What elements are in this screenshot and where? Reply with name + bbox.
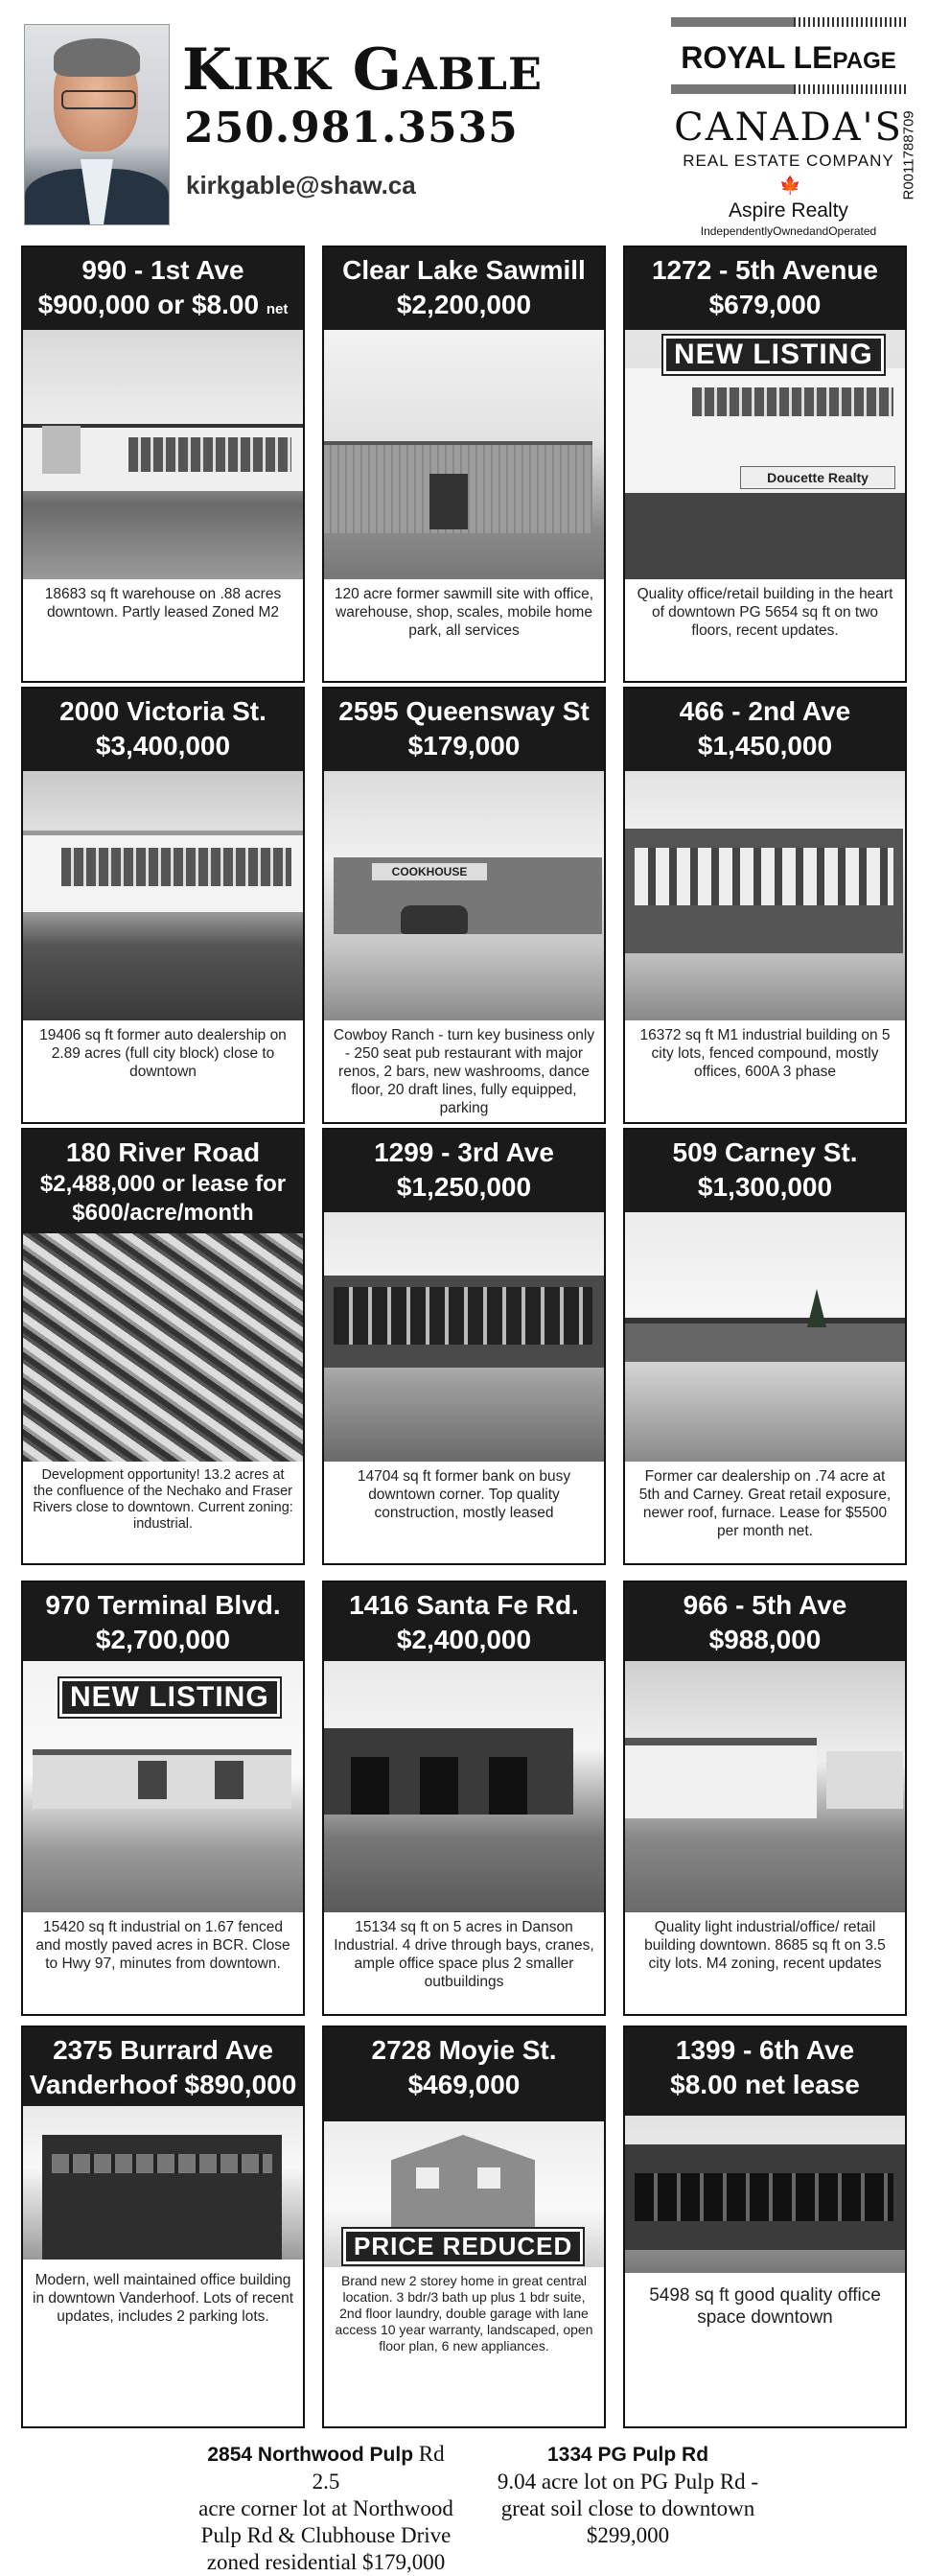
lot-line: acre corner lot at Northwood xyxy=(198,2496,453,2520)
agent-email[interactable]: kirkgable@shaw.ca xyxy=(186,171,416,199)
listing-price: $2,488,000 or lease for $600/acre/month xyxy=(39,1171,287,1226)
listing-photo xyxy=(324,1661,604,1912)
listing-photo xyxy=(324,2121,604,2267)
listing-title: 2728 Moyie St. xyxy=(371,2035,557,2065)
listing-photo xyxy=(23,1233,303,1462)
listing-photo xyxy=(625,330,905,579)
listing-description: 15420 sq ft industrial on 1.67 fenced and mostly paved acres in BCR. Close to Hwy 97, minutes from downtown. xyxy=(35,1919,290,1972)
brand-canadas: CANADA'S xyxy=(674,105,903,150)
listing-title: 970 Terminal Blvd. xyxy=(45,1590,281,1620)
listing-photo xyxy=(23,1661,303,1912)
listing-description: 18683 sq ft warehouse on .88 acres downtown. Partly leased Zoned M2 xyxy=(44,586,282,621)
listing-card[interactable] xyxy=(623,246,907,683)
lot-address: 1334 PG Pulp Rd xyxy=(546,2444,709,2466)
listing-title: 966 - 5th Ave xyxy=(683,1590,847,1620)
licence-number: R0011788709 xyxy=(900,110,917,200)
listing-title: 180 River Road xyxy=(65,1137,261,1167)
brokerage-name: Aspire Realty xyxy=(729,199,848,222)
listing-price: $2,400,000 xyxy=(396,1625,532,1654)
listing-title: 990 - 1st Ave xyxy=(81,255,244,285)
listing-description: 16372 sq ft M1 industrial building on 5 city lots, fenced compound, mostly offices, 600A 3 phase xyxy=(639,1027,891,1080)
brand-logo xyxy=(671,17,906,238)
listing-card[interactable] xyxy=(322,246,606,683)
listing-description: Quality light industrial/office/ retail building downtown. 8685 sq ft on 3.5 city lots. M4 zoning, recent updates xyxy=(644,1919,886,1972)
listing-title: 2000 Victoria St. xyxy=(59,696,267,726)
agent-name: KIRK GABLE xyxy=(182,36,544,104)
listing-card[interactable] xyxy=(623,687,907,1124)
lot-address: 2854 Northwood Pulp xyxy=(207,2444,414,2466)
listing-title: 1399 - 6th Ave xyxy=(675,2035,855,2065)
listing-card[interactable] xyxy=(21,1581,305,2016)
listing-title: 1416 Santa Fe Rd. xyxy=(349,1590,579,1620)
listing-card[interactable] xyxy=(623,2026,907,2428)
maple-leaf-icon: 🍁 xyxy=(779,176,801,195)
listing-photo xyxy=(625,771,905,1020)
listing-card[interactable] xyxy=(322,1581,606,2016)
listing-title: 466 - 2nd Ave xyxy=(679,696,851,726)
listing-photo xyxy=(324,330,604,579)
new-listing-badge: NEW LISTING xyxy=(59,1678,280,1717)
lot-line: great soil close to downtown xyxy=(500,2496,755,2520)
listing-price: $900,000 or $8.00 net xyxy=(37,290,289,319)
listing-price: $988,000 xyxy=(708,1625,822,1654)
listing-title: 2595 Queensway St xyxy=(338,696,590,726)
price-reduced-badge: PRICE REDUCED xyxy=(343,2229,583,2264)
lot-line: Pulp Rd & Clubhouse Drive xyxy=(200,2523,452,2547)
brand-company: REAL ESTATE COMPANY xyxy=(683,152,894,170)
listing-description: 14704 sq ft former bank on busy downtown corner. Top quality construction, mostly leased xyxy=(357,1468,571,1521)
new-listing-badge: NEW LISTING xyxy=(663,336,884,374)
listing-description: 120 acre former sawmill site with office, warehouse, shop, scales, mobile home park, all services xyxy=(334,586,594,639)
listing-price: $1,250,000 xyxy=(396,1172,532,1202)
listing-card[interactable] xyxy=(322,2026,606,2428)
listing-card[interactable] xyxy=(21,1128,305,1565)
listing-photo xyxy=(625,1661,905,1912)
footer-lot-1: 2854 Northwood Pulp Rd 2.5 acre corner lot at Northwood Pulp Rd & Clubhouse Drive zoned residential $179,000 xyxy=(192,2441,460,2576)
listing-description: 19406 sq ft former auto dealership on 2.89 acres (full city block) close to downtown xyxy=(39,1027,287,1080)
listing-card[interactable] xyxy=(21,2026,305,2428)
listing-description: 15134 sq ft on 5 acres in Danson Industrial. 4 drive through bays, cranes, ample office space plus 2 smaller outbuildings xyxy=(334,1919,594,1990)
footer-lot-2 xyxy=(489,2441,767,2549)
listing-photo xyxy=(324,1212,604,1462)
agent-phone[interactable]: 250.981.3535 xyxy=(184,104,519,152)
listing-price: $2,700,000 xyxy=(95,1625,231,1654)
listing-card[interactable] xyxy=(21,246,305,683)
listing-description: Development opportunity! 13.2 acres at the confluence of the Nechako and Fraser Rivers close to downtown. Current zoning: industrial. xyxy=(33,1467,293,1532)
listing-price: $469,000 xyxy=(407,2070,521,2099)
listing-card[interactable] xyxy=(322,687,606,1124)
listing-description: Modern, well maintained office building in downtown Vanderhoof. Lots of recent updates, includes 2 parking lots. xyxy=(33,2272,293,2325)
listing-price: Vanderhoof $890,000 xyxy=(29,2070,297,2099)
listing-description: Quality office/retail building in the heart of downtown PG 5654 sq ft on two floors, recent updates. xyxy=(637,586,893,639)
listing-photo xyxy=(324,771,604,1020)
brand-tagline: IndependentlyOwnedandOperated xyxy=(700,224,877,238)
royal-lepage-wordmark: ROYAL LEPAGE xyxy=(681,40,896,75)
listing-card[interactable] xyxy=(623,1128,907,1565)
listing-photo xyxy=(23,330,303,579)
listing-title: 1299 - 3rd Ave xyxy=(374,1137,554,1167)
listing-title: 509 Carney St. xyxy=(672,1137,858,1167)
lot-line: zoned residential $179,000 xyxy=(206,2550,446,2574)
listing-title: 1272 - 5th Avenue xyxy=(651,255,879,285)
listing-card[interactable] xyxy=(623,1581,907,2016)
listing-description: Brand new 2 storey home in great central location. 3 bdr/3 bath up plus 1 bdr suite, 2nd floor laundry, double garage with lane access 10 year warranty, landscaped, open floor plan, 6 new appliances. xyxy=(335,2273,593,2354)
listing-sign: COOKHOUSE xyxy=(372,863,487,880)
listing-price: $8.00 net lease xyxy=(670,2070,860,2099)
listing-description: 5498 sq ft good quality office space downtown xyxy=(649,2285,881,2328)
listing-price: $2,200,000 xyxy=(396,290,532,319)
listing-card[interactable] xyxy=(21,687,305,1124)
listing-description: Cowboy Ranch - turn key business only - 250 seat pub restaurant with major renos, 2 bars, new washrooms, dance floor, 20 draft lines, fully equipped, parking xyxy=(333,1027,595,1116)
lot-line: 9.04 acre lot on PG Pulp Rd - xyxy=(497,2470,759,2494)
listing-card[interactable] xyxy=(322,1128,606,1565)
lot-line: $299,000 xyxy=(586,2523,670,2547)
ad-header xyxy=(0,0,927,244)
listing-photo xyxy=(23,2106,303,2260)
agent-photo xyxy=(24,24,170,225)
listing-photo xyxy=(625,1212,905,1462)
listing-photo xyxy=(625,2116,905,2273)
listing-price: $3,400,000 xyxy=(95,731,231,761)
listing-sign: Doucette Realty xyxy=(740,466,895,489)
listing-price: $1,450,000 xyxy=(697,731,833,761)
listing-title: 2375 Burrard Ave xyxy=(53,2035,273,2065)
listing-price: $179,000 xyxy=(407,731,521,761)
listing-price: $679,000 xyxy=(708,290,822,319)
listing-photo xyxy=(23,771,303,1020)
listing-description: Former car dealership on .74 acre at 5th and Carney. Great retail exposure, newer roof, furnace. Lease for $5500 per month net. xyxy=(638,1468,892,1539)
listing-price: $1,300,000 xyxy=(697,1172,833,1202)
listing-title: Clear Lake Sawmill xyxy=(342,255,586,285)
